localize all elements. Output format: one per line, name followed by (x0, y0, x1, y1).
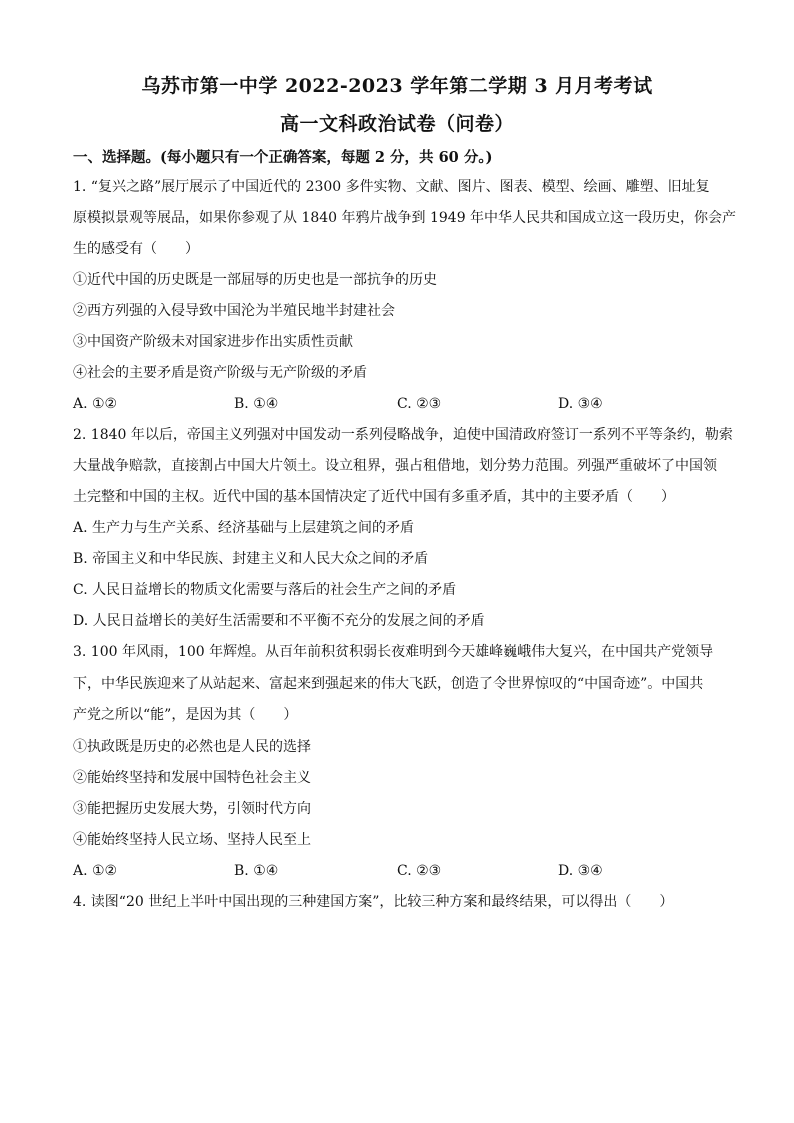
question-3-choice-b: B. ①④ (234, 863, 279, 879)
question-3-stem-line: 下，中华民族迎来了从站起来、富起来到强起来的伟大飞跃，创造了令世界惊叹的“中国奇迹”。中国共 (73, 676, 704, 692)
question-1-choice-a: A. ①② (73, 396, 118, 412)
exam-title: 乌苏市第一中学 2022-2023 学年第二学期 3 月月考考试 (141, 75, 653, 97)
question-1-stem-line: 原模拟景观等展品，如果你参观了从 1840 年鸦片战争到 1949 年中华人民共和国成立这一段历史，你会产 (73, 210, 737, 226)
question-1-statement: ①近代中国的历史既是一部屈辱的历史也是一部抗争的历史 (73, 272, 437, 288)
question-3-choice-c: C. ②③ (397, 863, 442, 879)
question-3-statement: ①执政既是历史的必然也是人民的选择 (73, 739, 311, 755)
question-1-statement: ③中国资产阶级未对国家进步作出实质性贡献 (73, 334, 353, 350)
question-2-option-c: C. 人民日益增长的物质文化需要与落后的社会生产之间的矛盾 (73, 582, 457, 598)
question-3-statement: ③能把握历史发展大势，引领时代方向 (73, 801, 311, 817)
exam-subtitle: 高一文科政治试卷（问卷） (279, 113, 514, 135)
question-3-statement: ②能始终坚持和发展中国特色社会主义 (73, 770, 311, 786)
question-1-stem-line: 生的感受有（ ） (73, 241, 199, 257)
question-3-stem-line: 产党之所以“能”，是因为其（ ） (73, 707, 298, 723)
question-1-choice-b: B. ①④ (234, 396, 279, 412)
question-1-statement: ②西方列强的入侵导致中国沦为半殖民地半封建社会 (73, 303, 395, 319)
question-2-option-b: B. 帝国主义和中华民族、封建主义和人民大众之间的矛盾 (73, 551, 429, 567)
question-2-stem-line: 2. 1840 年以后，帝国主义列强对中国发动一系列侵略战争，迫使中国清政府签订一系列不平等条约，勒索 (73, 427, 733, 443)
question-3-statement: ④能始终坚持人民立场、坚持人民至上 (73, 832, 311, 848)
question-1-statement: ④社会的主要矛盾是资产阶级与无产阶级的矛盾 (73, 365, 367, 381)
section-heading: 一、选择题。(每小题只有一个正确答案，每题 2 分，共 60 分。) (73, 149, 493, 166)
question-3-choice-a: A. ①② (73, 863, 118, 879)
question-3-choice-d: D. ③④ (558, 863, 603, 879)
question-1-choice-c: C. ②③ (397, 396, 442, 412)
question-2-stem-line: 大量战争赔款，直接割占中国大片领土。设立租界，强占租借地，划分势力范围。列强严重破坏了中国领 (73, 458, 717, 474)
question-1-stem-line: 1. “复兴之路”展厅展示了中国近代的 2300 多件实物、文献、图片、图表、模型、绘画、雕塑、旧址复 (73, 179, 710, 195)
question-4-stem-line: 4. 读图“20 世纪上半叶中国出现的三种建国方案”，比较三种方案和最终结果，可以得出（ ） (73, 894, 674, 910)
question-3-stem-line: 3. 100 年风雨，100 年辉煌。从百年前积贫积弱长夜难明到今天雄峰巍峨伟大复兴，在中国共产党领导 (73, 644, 714, 660)
question-2-option-a: A. 生产力与生产关系、经济基础与上层建筑之间的矛盾 (73, 520, 415, 536)
question-1-choice-d: D. ③④ (558, 396, 603, 412)
question-2-option-d: D. 人民日益增长的美好生活需要和不平衡不充分的发展之间的矛盾 (73, 613, 485, 629)
question-2-stem-line: 土完整和中国的主权。近代中国的基本国情决定了近代中国有多重矛盾，其中的主要矛盾（ ） (73, 489, 675, 505)
